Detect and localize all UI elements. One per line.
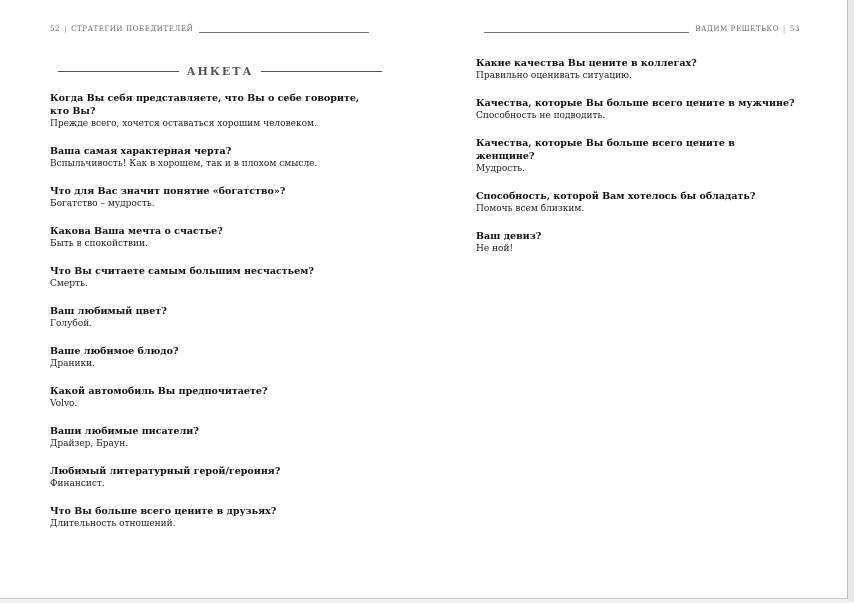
page-edge-bottom xyxy=(0,598,848,603)
running-head-left xyxy=(50,23,375,35)
header-separator-left: | xyxy=(64,25,68,33)
answer: Volvo. xyxy=(50,399,78,409)
answer: Голубой. xyxy=(50,319,93,329)
question: Какой автомобиль Вы предпочитаете? xyxy=(50,386,268,397)
question: Ваш девиз? xyxy=(476,231,542,242)
header-separator-right: | xyxy=(782,25,786,33)
qa-item xyxy=(476,97,796,123)
question: Что для Вас значит понятие «богатство»? xyxy=(50,186,286,197)
question: Что Вы больше всего цените в друзьях? xyxy=(50,506,277,517)
qa-item xyxy=(50,185,370,211)
qa-item xyxy=(50,385,370,411)
question: Какие качества Вы цените в коллегах? xyxy=(476,58,697,69)
answer: Финансист. xyxy=(50,479,105,489)
qa-item xyxy=(476,230,796,256)
question: Что Вы считаете самым большим несчастьем? xyxy=(50,266,314,277)
questionnaire-right-column xyxy=(476,57,796,256)
questionnaire-left-column xyxy=(50,92,370,531)
qa-item xyxy=(476,137,796,176)
qa-item xyxy=(50,265,370,291)
page-edge-right xyxy=(847,0,854,602)
question: Ваше любимое блюдо? xyxy=(50,346,179,357)
answer: Помочь всем близким. xyxy=(476,204,585,214)
qa-item xyxy=(50,465,370,491)
qa-item xyxy=(50,425,370,451)
answer: Богатство – мудрость. xyxy=(50,199,155,209)
page-number-left: 52 xyxy=(50,25,61,33)
page-number-right: 53 xyxy=(789,25,800,33)
qa-item xyxy=(476,190,796,216)
section-heading xyxy=(58,63,382,79)
qa-item xyxy=(50,305,370,331)
qa-item xyxy=(50,92,370,131)
answer: Длительность отношений. xyxy=(50,519,176,529)
qa-item xyxy=(50,225,370,251)
answer: Прежде всего, хочется оставаться хорошим человеком. xyxy=(50,119,317,129)
answer: Правильно оценивать ситуацию. xyxy=(476,71,632,81)
answer: Не ной! xyxy=(476,244,514,254)
author-name: ВАДИМ РЕШЕТЬКО xyxy=(695,25,779,33)
section-rule-right xyxy=(261,71,382,72)
question: Какова Ваша мечта о счастье? xyxy=(50,226,223,237)
answer: Быть в спокойствии. xyxy=(50,239,148,249)
answer: Вспыльчивость! Как в хорошем, так и в плохом смысле. xyxy=(50,159,318,169)
question: Любимый литературный герой/героиня? xyxy=(50,466,281,477)
question: Ваши любимые писатели? xyxy=(50,426,199,437)
question: Когда Вы себя представляете, что Вы о себе говорите, кто Вы? xyxy=(50,93,360,117)
answer: Смерть. xyxy=(50,279,88,289)
answer: Драники. xyxy=(50,359,95,369)
answer: Мудрость. xyxy=(476,164,526,174)
running-head-right xyxy=(478,23,800,35)
answer: Способность не подводить. xyxy=(476,111,606,121)
answer: Драйзер, Браун. xyxy=(50,439,129,449)
question: Качества, которые Вы больше всего цените в мужчине? xyxy=(476,98,795,109)
qa-item xyxy=(50,145,370,171)
section-title: АНКЕТА xyxy=(186,64,254,78)
question: Ваш любимый цвет? xyxy=(50,306,167,317)
book-title: СТРАТЕГИИ ПОБЕДИТЕЛЕЙ xyxy=(71,25,194,33)
qa-item xyxy=(50,345,370,371)
qa-item xyxy=(476,57,796,83)
qa-item xyxy=(50,505,370,531)
question: Способность, которой Вам хотелось бы обладать? xyxy=(476,191,756,202)
question: Качества, которые Вы больше всего цените в женщине? xyxy=(476,138,735,162)
header-rule-right xyxy=(484,32,689,33)
question: Ваша самая характерная черта? xyxy=(50,146,232,157)
header-rule-left xyxy=(199,32,369,33)
section-rule-left xyxy=(58,71,179,72)
